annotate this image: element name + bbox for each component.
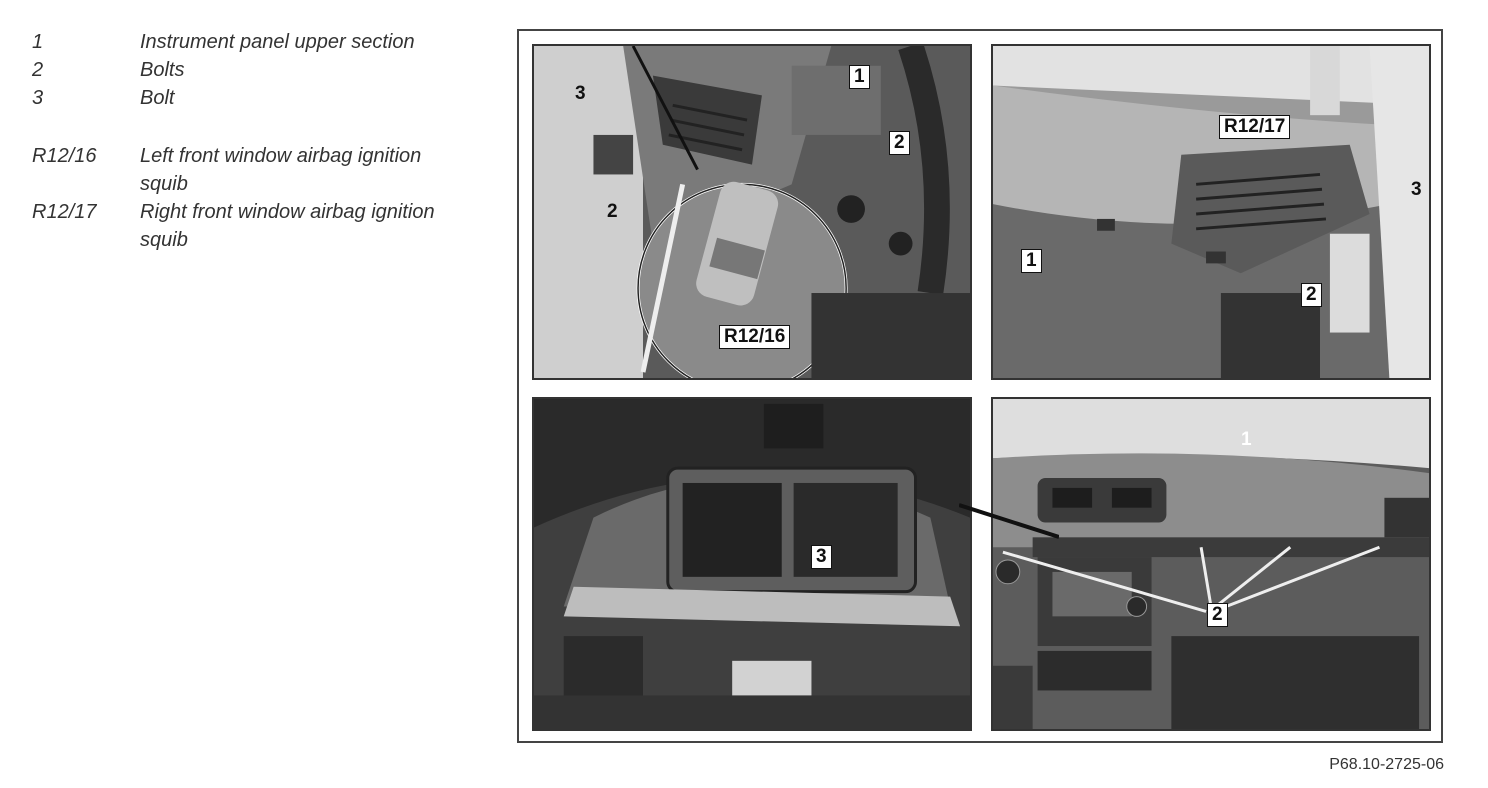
legend-key: 1 [32, 31, 44, 53]
figure-id: P68.10-2725-06 [1329, 756, 1444, 773]
legend [32, 28, 502, 254]
photo-panel-center-vents [532, 397, 972, 731]
callout-label: 1 [1241, 429, 1252, 450]
callout-label: 3 [811, 545, 832, 569]
legend-text: Bolts [140, 59, 185, 81]
callout-label: 3 [1411, 179, 1422, 200]
callout-label: 2 [889, 131, 910, 155]
callout-label: 1 [849, 65, 870, 89]
callout-label: 1 [1021, 249, 1042, 273]
callout-label: 2 [1301, 283, 1322, 307]
legend-item [32, 198, 502, 254]
callout-label: 3 [575, 83, 586, 104]
legend-item [32, 142, 502, 198]
callout-label: 2 [1207, 603, 1228, 627]
legend-key: 3 [32, 87, 44, 109]
legend-item [32, 28, 502, 56]
photo-panel-full-dashboard [991, 397, 1431, 731]
legend-text: Instrument panel upper section [140, 31, 415, 53]
legend-text: Bolt [140, 87, 175, 109]
legend-key: R12/16 [32, 145, 97, 167]
legend-key: R12/17 [32, 201, 97, 223]
legend-text: Right front window airbag ignition squib [140, 201, 435, 251]
legend-item [32, 84, 502, 112]
legend-text: Left front window airbag ignition squib [140, 145, 422, 195]
legend-key: 2 [32, 59, 44, 81]
callout-label: R12/17 [1219, 115, 1290, 139]
connector-line [959, 501, 1059, 541]
callout-label: 2 [607, 201, 618, 222]
callout-label: R12/16 [719, 325, 790, 349]
photo-panel-right-end [991, 44, 1431, 380]
legend-item [32, 56, 502, 84]
figure-frame [517, 29, 1443, 743]
